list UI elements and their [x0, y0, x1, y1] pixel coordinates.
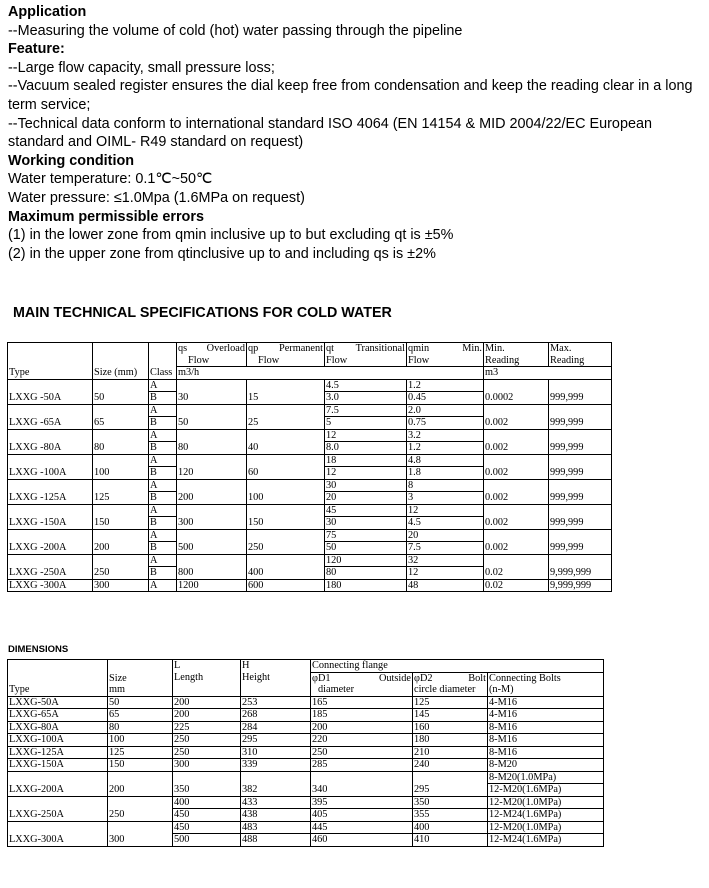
dim-cell-d2: 350	[413, 796, 488, 809]
cell-size: 80	[93, 429, 149, 454]
cell-qp: 250	[247, 529, 325, 554]
dim-cell-l: 400	[173, 796, 241, 809]
cell-qmin: 1.8	[407, 467, 484, 480]
dim-cell-d2: 125	[413, 696, 488, 709]
cell-qt: 3.0	[325, 392, 407, 405]
col-header-qmin: qmin Min. Flow	[408, 343, 482, 366]
cell-qt: 4.5	[325, 379, 407, 392]
cell-qmin: 1.2	[407, 379, 484, 392]
dim-cell-h: 268	[241, 709, 311, 722]
unit-reading: m3	[484, 367, 612, 380]
dim-cell-bolts: 4-M16	[488, 696, 604, 709]
dim-cell-l: 500	[173, 834, 241, 847]
dim-cell-bolts: 8-M16	[488, 721, 604, 734]
dim-cell-l: 300	[173, 759, 241, 772]
cell-type: LXXG -250A	[8, 554, 93, 579]
cell-type: LXXG -50A	[8, 379, 93, 404]
dim-cell-l: 450	[173, 821, 241, 834]
cell-qmin: 32	[407, 554, 484, 567]
dim-col-type: Type	[8, 660, 108, 697]
application-text: --Measuring the volume of cold (hot) water passing through the pipeline	[8, 22, 463, 39]
cell-qs: 1200	[177, 579, 247, 592]
dim-cell-type: LXXG-125A	[8, 746, 108, 759]
dim-cell-d2: 295	[413, 771, 488, 796]
errors-heading: Maximum permissible errors	[8, 208, 204, 225]
cell-qp: 40	[247, 429, 325, 454]
dim-col-bolts: Connecting Bolts (n-M)	[488, 672, 604, 696]
dim-row	[8, 746, 604, 759]
cell-max-reading: 999,999	[549, 404, 612, 429]
working-heading: Working condition	[8, 152, 135, 169]
cell-min-reading: 0.002	[484, 429, 549, 454]
cell-min-reading: 0.002	[484, 404, 549, 429]
cell-size: 250	[93, 554, 149, 579]
cell-qt: 75	[325, 529, 407, 542]
spec-row	[8, 504, 612, 517]
cell-max-reading: 999,999	[549, 529, 612, 554]
cell-qs: 800	[177, 554, 247, 579]
dim-cell-l: 250	[173, 746, 241, 759]
cell-min-reading: 0.002	[484, 529, 549, 554]
col-header-min-reading: Min. Reading	[484, 343, 549, 367]
cell-qs: 50	[177, 404, 247, 429]
cell-type: LXXG -300A	[8, 579, 93, 592]
cell-class: B	[149, 492, 177, 505]
cell-qs: 80	[177, 429, 247, 454]
cell-max-reading: 999,999	[549, 479, 612, 504]
cell-qmin: 4.8	[407, 454, 484, 467]
dim-cell-type: LXXG-65A	[8, 709, 108, 722]
col-header-qp: qp Permanent Flow	[248, 343, 323, 366]
dim-cell-h: 488	[241, 834, 311, 847]
spec-row	[8, 454, 612, 467]
cell-class: B	[149, 417, 177, 430]
cell-max-reading: 999,999	[549, 454, 612, 479]
cell-qt: 180	[325, 579, 407, 592]
cell-size: 50	[93, 379, 149, 404]
cell-qt: 5	[325, 417, 407, 430]
dim-cell-size: 150	[108, 759, 173, 772]
cell-qt: 50	[325, 542, 407, 555]
dim-cell-type: LXXG-100A	[8, 734, 108, 747]
cell-type: LXXG -200A	[8, 529, 93, 554]
cell-qp: 25	[247, 404, 325, 429]
dim-cell-bolts: 8-M16	[488, 734, 604, 747]
cell-type: LXXG -80A	[8, 429, 93, 454]
cell-qp: 60	[247, 454, 325, 479]
col-header-type: Type	[8, 343, 93, 380]
dim-cell-bolts: 12-M20(1.0MPa)	[488, 821, 604, 834]
cell-qt: 20	[325, 492, 407, 505]
spec-row	[8, 404, 612, 417]
spec-row	[8, 529, 612, 542]
cell-class: A	[149, 554, 177, 567]
dim-cell-h: 253	[241, 696, 311, 709]
cell-class: A	[149, 579, 177, 592]
spec-row	[8, 379, 612, 392]
dim-cell-d1: 165	[311, 696, 413, 709]
cell-qmin: 1.2	[407, 442, 484, 455]
cell-qp: 600	[247, 579, 325, 592]
dim-row	[8, 759, 604, 772]
col-header-size: Size (mm)	[93, 343, 149, 380]
dim-cell-d1: 220	[311, 734, 413, 747]
dim-col-length: L Length	[173, 660, 241, 697]
cell-type: LXXG -65A	[8, 404, 93, 429]
dim-cell-l: 225	[173, 721, 241, 734]
dim-col-height: H Height	[241, 660, 311, 697]
dimensions-heading: DIMENSIONS	[8, 644, 69, 655]
error-item: (2) in the upper zone from qtinclusive up to and including qs is ±2%	[8, 245, 436, 262]
spec-row	[8, 554, 612, 567]
dim-cell-h: 438	[241, 809, 311, 822]
cell-qs: 120	[177, 454, 247, 479]
working-pressure: Water pressure: ≤1.0Mpa (1.6MPa on request)	[8, 189, 305, 206]
dim-cell-bolts: 12-M20(1.0MPa)	[488, 796, 604, 809]
dim-cell-l: 250	[173, 734, 241, 747]
cell-qmin: 0.45	[407, 392, 484, 405]
dim-row	[8, 796, 604, 809]
dim-cell-size: 200	[108, 771, 173, 796]
dim-cell-bolts: 8-M20(1.0MPa)	[488, 771, 604, 784]
spec-row	[8, 579, 612, 592]
cell-qt: 12	[325, 429, 407, 442]
cell-size: 65	[93, 404, 149, 429]
cell-min-reading: 0.0002	[484, 379, 549, 404]
cell-class: B	[149, 567, 177, 580]
dim-cell-l: 450	[173, 809, 241, 822]
dim-cell-type: LXXG-150A	[8, 759, 108, 772]
unit-flow: m3/h	[177, 367, 484, 380]
dim-row	[8, 821, 604, 834]
spec-row	[8, 479, 612, 492]
dim-cell-bolts: 4-M16	[488, 709, 604, 722]
spec-header-row	[8, 343, 612, 367]
cell-class: B	[149, 542, 177, 555]
feature-heading: Feature:	[8, 41, 65, 58]
dim-cell-d1: 445	[311, 821, 413, 834]
cell-class: B	[149, 442, 177, 455]
dim-cell-d2: 210	[413, 746, 488, 759]
col-header-qs: qs Overload Flow	[178, 343, 245, 366]
dim-cell-h: 483	[241, 821, 311, 834]
dim-cell-h: 382	[241, 771, 311, 796]
cell-qp: 150	[247, 504, 325, 529]
feature-item: --Large flow capacity, small pressure loss;	[8, 59, 275, 76]
cell-size: 150	[93, 504, 149, 529]
cell-qmin: 0.75	[407, 417, 484, 430]
cell-qmin: 2.0	[407, 404, 484, 417]
dim-cell-type: LXXG-250A	[8, 796, 108, 821]
dim-cell-d1: 395	[311, 796, 413, 809]
dim-cell-h: 295	[241, 734, 311, 747]
cell-qs: 300	[177, 504, 247, 529]
cell-max-reading: 999,999	[549, 429, 612, 454]
cell-qt: 45	[325, 504, 407, 517]
dim-cell-d2: 355	[413, 809, 488, 822]
cell-qmin: 12	[407, 567, 484, 580]
intro-section	[8, 3, 708, 263]
dim-cell-d1: 285	[311, 759, 413, 772]
dim-cell-h: 310	[241, 746, 311, 759]
cell-min-reading: 0.002	[484, 479, 549, 504]
cell-min-reading: 0.002	[484, 454, 549, 479]
dim-cell-type: LXXG-200A	[8, 771, 108, 796]
dim-cell-d2: 180	[413, 734, 488, 747]
cell-qt: 80	[325, 567, 407, 580]
dim-cell-d2: 410	[413, 834, 488, 847]
dim-cell-size: 300	[108, 821, 173, 846]
dim-cell-size: 80	[108, 721, 173, 734]
dim-cell-d1: 405	[311, 809, 413, 822]
dim-cell-l: 350	[173, 771, 241, 796]
dim-cell-l: 200	[173, 696, 241, 709]
cell-qp: 400	[247, 554, 325, 579]
cell-qt: 12	[325, 467, 407, 480]
dim-col-d2: φD2 Bolt circle diameter	[414, 672, 486, 695]
cell-size: 100	[93, 454, 149, 479]
spec-heading: MAIN TECHNICAL SPECIFICATIONS FOR COLD WATER	[13, 305, 392, 321]
dim-row	[8, 709, 604, 722]
feature-item: --Technical data conform to international standard ISO 4064 (EN 14154 & MID 2004/22/EC European standard and OIML- R49 standard on request)	[8, 115, 652, 151]
dim-row	[8, 721, 604, 734]
cell-qmin: 7.5	[407, 542, 484, 555]
cell-qmin: 4.5	[407, 517, 484, 530]
cell-min-reading: 0.02	[484, 554, 549, 579]
col-header-qt: qt Transitional Flow	[326, 343, 405, 366]
dim-cell-bolts: 12-M24(1.6MPa)	[488, 809, 604, 822]
cell-qmin: 3.2	[407, 429, 484, 442]
dim-cell-d1: 250	[311, 746, 413, 759]
cell-class: A	[149, 504, 177, 517]
cell-class: B	[149, 517, 177, 530]
dim-cell-size: 65	[108, 709, 173, 722]
cell-class: A	[149, 379, 177, 392]
cell-min: 0.02	[484, 579, 549, 592]
dim-col-d1: φD1 Outside diameter	[312, 672, 411, 695]
cell-type: LXXG -100A	[8, 454, 93, 479]
cell-qmin: 3	[407, 492, 484, 505]
spec-table	[7, 342, 612, 592]
dim-cell-h: 339	[241, 759, 311, 772]
dim-cell-size: 125	[108, 746, 173, 759]
cell-min-reading: 0.002	[484, 504, 549, 529]
dim-cell-type: LXXG-50A	[8, 696, 108, 709]
cell-qmin: 48	[407, 579, 484, 592]
dim-row	[8, 734, 604, 747]
col-header-class: Class	[149, 343, 177, 380]
dim-cell-d2: 145	[413, 709, 488, 722]
dim-cell-bolts: 8-M16	[488, 746, 604, 759]
cell-class: A	[149, 429, 177, 442]
cell-qs: 500	[177, 529, 247, 554]
cell-qt: 30	[325, 517, 407, 530]
cell-size: 300	[93, 579, 149, 592]
cell-max-reading: 9,999,999	[549, 554, 612, 579]
cell-qs: 30	[177, 379, 247, 404]
dim-cell-h: 284	[241, 721, 311, 734]
dim-cell-d1: 340	[311, 771, 413, 796]
cell-qmin: 12	[407, 504, 484, 517]
dim-cell-type: LXXG-300A	[8, 821, 108, 846]
cell-class: A	[149, 529, 177, 542]
cell-class: A	[149, 404, 177, 417]
cell-qt: 30	[325, 479, 407, 492]
cell-qt: 120	[325, 554, 407, 567]
dim-col-size: Size mm	[108, 660, 173, 697]
working-temp: Water temperature: 0.1℃~50℃	[8, 171, 213, 188]
cell-qt: 7.5	[325, 404, 407, 417]
cell-qp: 100	[247, 479, 325, 504]
dim-cell-h: 433	[241, 796, 311, 809]
dim-cell-d2: 160	[413, 721, 488, 734]
dim-cell-bolts: 12-M24(1.6MPa)	[488, 834, 604, 847]
dim-cell-d1: 185	[311, 709, 413, 722]
feature-item: --Vacuum sealed register ensures the dial keep free from condensation and keep the reading clear in a long term service;	[8, 78, 693, 113]
dim-header-row	[8, 660, 604, 673]
cell-max-reading: 999,999	[549, 379, 612, 404]
dim-cell-d1: 460	[311, 834, 413, 847]
cell-type: LXXG -125A	[8, 479, 93, 504]
cell-max: 9,999,999	[549, 579, 612, 592]
dim-cell-l: 200	[173, 709, 241, 722]
dim-row	[8, 771, 604, 784]
cell-qs: 200	[177, 479, 247, 504]
dim-cell-size: 100	[108, 734, 173, 747]
cell-class: B	[149, 467, 177, 480]
dim-cell-bolts: 12-M20(1.6MPa)	[488, 784, 604, 797]
col-header-max-reading: Max. Reading	[549, 343, 612, 367]
application-heading: Application	[8, 4, 87, 20]
cell-class: B	[149, 392, 177, 405]
dim-row	[8, 696, 604, 709]
dim-cell-d2: 400	[413, 821, 488, 834]
cell-type: LXXG -150A	[8, 504, 93, 529]
dim-cell-type: LXXG-80A	[8, 721, 108, 734]
error-item: (1) in the lower zone from qmin inclusive up to but excluding qt is ±5%	[8, 227, 454, 244]
dim-cell-size: 250	[108, 796, 173, 821]
dim-cell-size: 50	[108, 696, 173, 709]
cell-size: 200	[93, 529, 149, 554]
cell-qt: 8.0	[325, 442, 407, 455]
dim-col-flange: Connecting flange	[311, 660, 604, 673]
dim-cell-d1: 200	[311, 721, 413, 734]
cell-class: A	[149, 454, 177, 467]
cell-size: 125	[93, 479, 149, 504]
cell-qmin: 8	[407, 479, 484, 492]
spec-row	[8, 429, 612, 442]
cell-class: A	[149, 479, 177, 492]
dim-cell-bolts: 8-M20	[488, 759, 604, 772]
cell-max-reading: 999,999	[549, 504, 612, 529]
cell-qp: 15	[247, 379, 325, 404]
dimensions-table	[7, 659, 604, 847]
dim-cell-d2: 240	[413, 759, 488, 772]
cell-qt: 18	[325, 454, 407, 467]
cell-qmin: 20	[407, 529, 484, 542]
